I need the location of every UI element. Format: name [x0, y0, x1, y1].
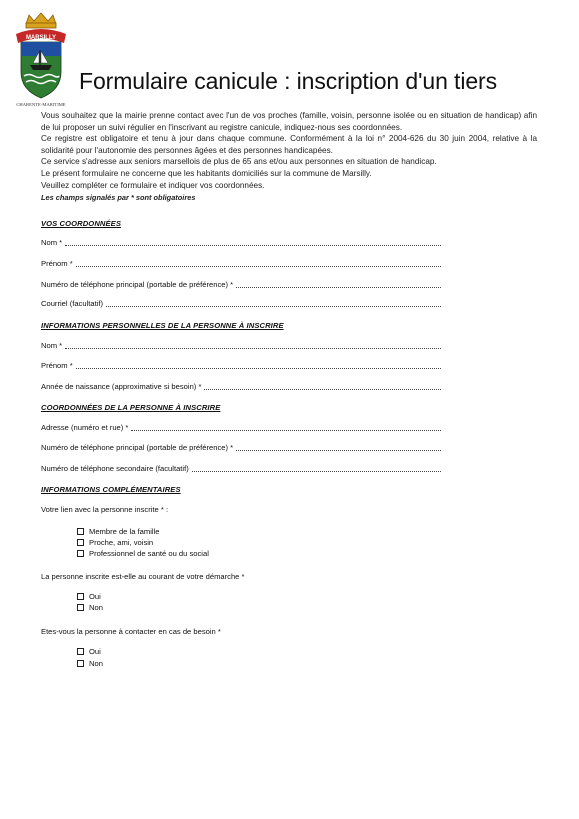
checkbox-icon[interactable]	[77, 539, 84, 546]
input-line[interactable]	[236, 448, 441, 451]
section-heading-vos-coordonnees: VOS COORDONNÉES	[41, 219, 121, 228]
option-label: Non	[89, 659, 103, 668]
checkbox-proche-ami-voisin[interactable]	[77, 538, 153, 547]
section-heading-infos-complementaires: INFORMATIONS COMPLÉMENTAIRES	[41, 485, 181, 494]
option-label: Non	[89, 603, 103, 612]
checkbox-courant-non[interactable]	[77, 603, 103, 612]
field-vos-nom[interactable]	[41, 238, 441, 247]
input-line[interactable]	[192, 469, 441, 472]
checkbox-contact-non[interactable]	[77, 659, 103, 668]
option-label: Oui	[89, 592, 101, 601]
field-label: Nom *	[41, 341, 63, 350]
intro-paragraph: Veuillez compléter ce formulaire et indiquer vos coordonnées.	[41, 180, 265, 190]
option-label: Professionnel de santé ou du social	[89, 549, 209, 558]
intro-paragraph: Ce service s'adresse aux seniors marsellois de plus de 65 ans et/ou aux personnes en situation de handicap.	[41, 157, 437, 167]
checkbox-icon[interactable]	[77, 528, 84, 535]
intro-paragraph: Ce registre est obligatoire et tenu à jour dans chaque commune. Conformément à la loi n° 2004-626 du 30 juin 2004, relative à la solidarité pour l'autonomie des personnes âgées et des personnes handicapées.	[41, 134, 537, 155]
marsilly-coat-of-arms-logo	[12, 10, 70, 108]
checkbox-professionnel[interactable]	[77, 549, 209, 558]
input-line[interactable]	[65, 243, 441, 246]
page-title: Formulaire canicule : inscription d'un tiers	[79, 68, 498, 94]
input-line[interactable]	[76, 264, 441, 267]
option-label: Proche, ami, voisin	[89, 538, 154, 547]
intro-paragraph: Le présent formulaire ne concerne que les habitants domiciliés sur la commune de Marsilly.	[41, 168, 372, 178]
input-line[interactable]	[76, 366, 441, 369]
logo-bottom-text: CHARENTE-MARITIME	[16, 102, 66, 107]
option-label: Oui	[89, 647, 101, 656]
field-label: Adresse (numéro et rue) *	[41, 423, 129, 432]
checkbox-icon[interactable]	[77, 550, 84, 557]
input-line[interactable]	[236, 285, 441, 288]
field-vos-prenom[interactable]	[41, 259, 441, 268]
checkbox-contact-oui[interactable]	[77, 647, 101, 656]
required-fields-note: Les champs signalés par * sont obligatoires	[41, 193, 196, 203]
intro-text	[41, 110, 537, 204]
field-label: Prénom *	[41, 361, 73, 370]
field-label: Numéro de téléphone principal (portable de préférence) *	[41, 280, 234, 289]
input-line[interactable]	[65, 346, 441, 349]
field-vos-courriel[interactable]	[41, 299, 441, 308]
logo-banner-text: MARSILLY	[25, 35, 57, 41]
field-personne-telephone-secondaire[interactable]	[41, 464, 441, 473]
field-personne-adresse[interactable]	[41, 423, 441, 432]
input-line[interactable]	[131, 428, 441, 431]
field-personne-telephone[interactable]	[41, 443, 441, 452]
checkbox-icon[interactable]	[77, 648, 84, 655]
checkbox-icon[interactable]	[77, 593, 84, 600]
input-line[interactable]	[106, 304, 441, 307]
checkbox-icon[interactable]	[77, 604, 84, 611]
checkbox-icon[interactable]	[77, 660, 84, 667]
intro-paragraph: Vous souhaitez que la mairie prenne contact avec l'un de vos proches (famille, voisin, personne isolée ou en situation de handicap) afin de lui proposer un suivi régulier en l'inscrivant au registre canicule, indiquez-nous ses coordonnées.	[41, 111, 537, 132]
field-label: Courriel (facultatif)	[41, 299, 104, 308]
field-label: Nom *	[41, 238, 63, 247]
section-heading-coordonnees-personne: COORDONNÉES DE LA PERSONNE À INSCRIRE	[41, 403, 221, 412]
question-au-courant: La personne inscrite est-elle au courant de votre démarche *	[41, 572, 245, 581]
field-label: Numéro de téléphone secondaire (facultatif)	[41, 464, 189, 473]
section-heading-infos-personnelles: INFORMATIONS PERSONNELLES DE LA PERSONNE À INSCRIRE	[41, 321, 284, 330]
input-line[interactable]	[204, 387, 441, 390]
checkbox-membre-famille[interactable]	[77, 527, 159, 536]
field-vos-telephone[interactable]	[41, 280, 441, 289]
field-label: Année de naissance (approximative si besoin) *	[41, 382, 202, 391]
question-lien: Votre lien avec la personne inscrite * :	[41, 505, 169, 514]
question-personne-a-contacter: Etes-vous la personne à contacter en cas de besoin *	[41, 627, 221, 636]
field-label: Prénom *	[41, 259, 73, 268]
field-label: Numéro de téléphone principal (portable de préférence) *	[41, 443, 234, 452]
field-personne-nom[interactable]	[41, 341, 441, 350]
checkbox-courant-oui[interactable]	[77, 592, 101, 601]
option-label: Membre de la famille	[89, 527, 160, 536]
field-personne-prenom[interactable]	[41, 361, 441, 370]
field-personne-annee-naissance[interactable]	[41, 382, 441, 391]
